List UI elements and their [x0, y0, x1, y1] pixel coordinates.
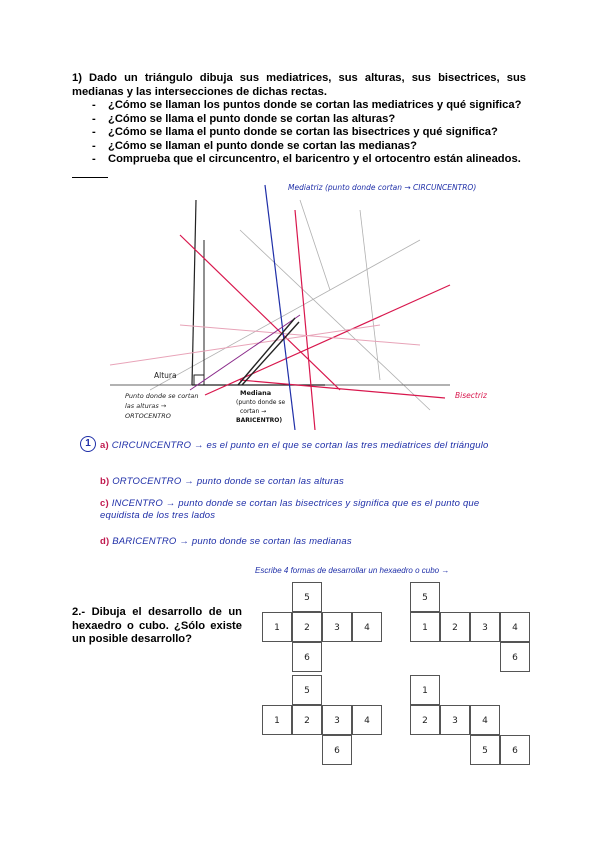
question-1-item: - ¿Cómo se llaman el punto donde se cortan las medianas?: [92, 140, 526, 154]
net-face: 3: [322, 612, 352, 642]
net-face: 3: [470, 612, 500, 642]
triangle-side: [192, 200, 196, 385]
bisectriz-label: Bisectriz: [455, 391, 487, 400]
answers-block: [60, 432, 530, 558]
triangle-construction-figure: [90, 180, 520, 430]
answer-term: INCENTRO: [111, 498, 163, 509]
mediana-note: BARICENTRO): [236, 417, 283, 424]
ortocentro-note: las alturas →: [125, 402, 167, 410]
pencil-line: [150, 240, 420, 390]
net-face: 4: [352, 612, 382, 642]
purple-line: [190, 315, 300, 390]
cube-net-1: [262, 582, 382, 672]
net-face: 1: [262, 705, 292, 735]
net-face: 3: [322, 705, 352, 735]
underline-mark: [72, 177, 108, 178]
net-face: 1: [410, 675, 440, 705]
answer-text: → punto donde se cortan las medianas: [176, 536, 352, 547]
question-1-item: - ¿Cómo se llaman los puntos donde se cortan las mediatrices y qué significa?: [92, 99, 526, 113]
cube-net-3: [262, 675, 382, 765]
ortocentro-note: Punto donde se cortan: [125, 392, 199, 400]
answer-a: [100, 440, 520, 452]
answer-lead: d): [100, 536, 110, 547]
net-face: 2: [292, 612, 322, 642]
net-face: 6: [500, 735, 530, 765]
net-face: 5: [292, 675, 322, 705]
answer-number-badge: 1: [80, 436, 96, 452]
net-face: 5: [410, 582, 440, 612]
mediana-note: Mediana: [240, 389, 272, 397]
pink-line: [110, 325, 380, 365]
net-face: 6: [500, 642, 530, 672]
answer-d: [100, 536, 352, 547]
pink-line: [180, 325, 420, 345]
answer-b: [100, 476, 344, 487]
net-face: 4: [470, 705, 500, 735]
cube-net-2: [410, 582, 530, 672]
net-face: 2: [292, 705, 322, 735]
answer-term: BARICENTRO: [112, 536, 177, 547]
answer-term: ORTOCENTRO: [112, 476, 182, 487]
question-2: 2.- Dibuja el desarrollo de un hexaedro o cubo. ¿Sólo existe un posible desarrollo?: [72, 606, 242, 645]
question-1-item: - ¿Cómo se llama el punto donde se cortan las bisectrices y qué significa?: [92, 126, 526, 140]
ortocentro-note: ORTOCENTRO: [125, 412, 171, 420]
mediatriz-note: Mediatriz (punto donde cortan → CIRCUNCENTRO): [288, 183, 477, 192]
question-1: [72, 72, 526, 167]
net-face: 6: [292, 642, 322, 672]
question-1-text: 1) Dado un triángulo dibuja sus mediatrices, sus alturas, sus bisectrices, sus medianas y las intersecciones de dichas rectas.: [72, 72, 526, 98]
question-1-item: - ¿Cómo se llama el punto donde se cortan las alturas?: [92, 113, 526, 127]
answer-lead: a): [100, 440, 109, 451]
answer-text: → es el punto en el que se cortan las tres mediatrices del triángulo: [191, 440, 489, 451]
red-lines: [180, 210, 450, 430]
net-face: 4: [352, 705, 382, 735]
net-face: 5: [292, 582, 322, 612]
mediatriz-line: [295, 210, 315, 430]
net-face: 4: [500, 612, 530, 642]
altura-label: Altura: [154, 371, 177, 380]
net-face: 2: [440, 612, 470, 642]
median-line: [242, 322, 299, 385]
answer-text: → punto donde se cortan las alturas: [181, 476, 344, 487]
net-face: 2: [410, 705, 440, 735]
question-1-item: - Comprueba que el circuncentro, el baricentro y el ortocentro están alineados.: [92, 153, 526, 167]
pencil-line: [360, 210, 380, 380]
net-face: 3: [440, 705, 470, 735]
answer-lead: c): [100, 498, 109, 509]
net-face: 6: [322, 735, 352, 765]
answer-term: CIRCUNCENTRO: [111, 440, 192, 451]
pencil-line: [300, 200, 330, 290]
net-face: 1: [262, 612, 292, 642]
question-1-list: [72, 99, 526, 167]
nets-title: Escribe 4 formas de desarrollar un hexaedro o cubo →: [255, 566, 450, 575]
net-face: 5: [470, 735, 500, 765]
mediana-note: cortan →: [240, 408, 267, 415]
answer-text: → punto donde se cortan las bisectrices y significa que es el punto que equidista de los tres lados: [100, 498, 480, 521]
answer-lead: b): [100, 476, 110, 487]
net-face: 1: [410, 612, 440, 642]
cube-net-4: [410, 675, 530, 765]
answer-c: [100, 498, 520, 522]
mediana-note: (punto donde se: [236, 399, 286, 406]
